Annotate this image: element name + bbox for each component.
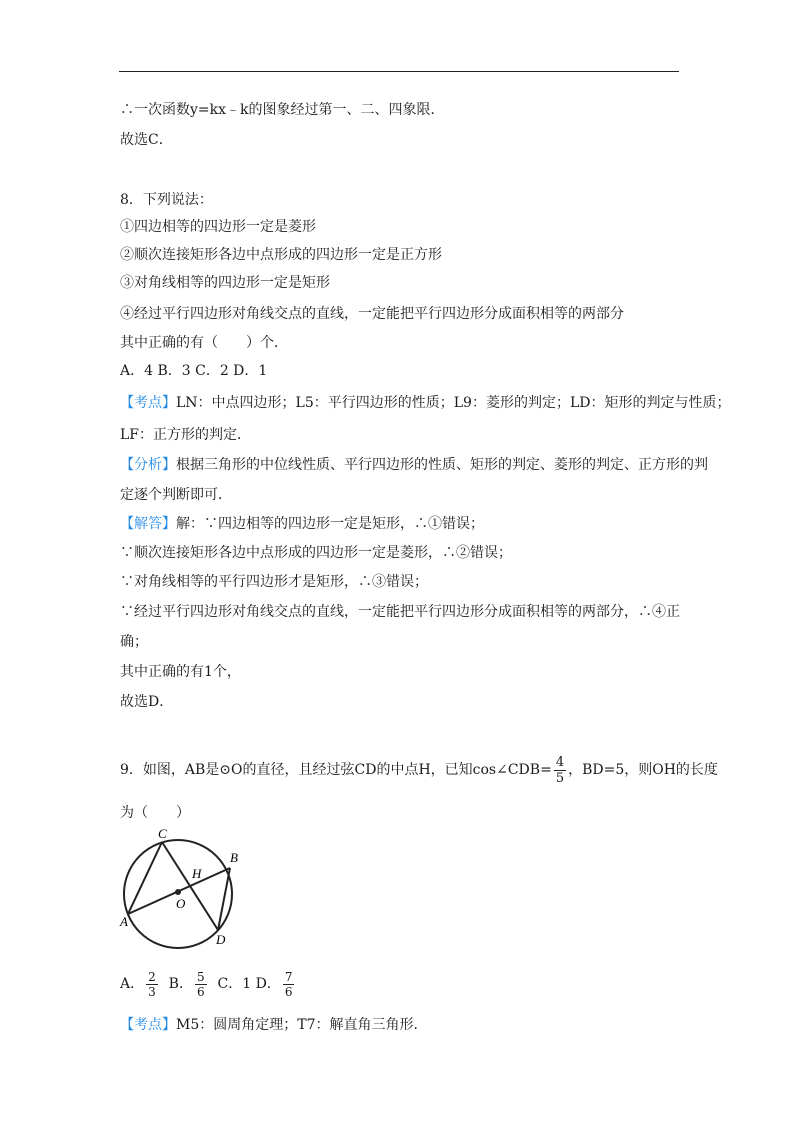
solution-line: 故选D． xyxy=(120,694,174,710)
fraction-denominator: 3 xyxy=(148,984,156,999)
solution-line: ∵经过平行四边形对角线交点的直线，一定能把平行四边形分成面积相等的两部分，∴④正 xyxy=(120,604,680,620)
q8-fenxi-cont: 定逐个判断即可． xyxy=(120,487,232,503)
jieda-text: 解：∵四边相等的四边形一定是矩形，∴①错误； xyxy=(176,516,484,532)
fenxi-tag: 【分析】 xyxy=(120,457,176,473)
question-9-stem xyxy=(120,752,718,788)
q8-kaodian xyxy=(120,393,730,413)
fenxi-text: 根据三角形的中位线性质、平行四边形的性质、矩形的判定、菱形的判定、正方形的判 xyxy=(176,457,708,473)
q9-stem-line2: 为（ ） xyxy=(120,805,190,821)
q8-kaodian-cont: LF：正方形的判定． xyxy=(120,427,252,443)
option-b-fraction xyxy=(195,970,207,999)
fraction-numerator: 4 xyxy=(555,754,565,770)
label-b: B xyxy=(230,850,238,865)
option-a-fraction xyxy=(146,970,158,999)
label-c: C xyxy=(158,826,167,841)
kaodian-text: LN：中点四边形；L5：平行四边形的性质；L9：菱形的判定；LD：矩形的判定与性质； xyxy=(176,395,731,411)
solution-line: ∵顺次连接矩形各边中点形成的四边形一定是菱形，∴②错误； xyxy=(120,545,512,561)
question-8-stem: 8．下列说法： xyxy=(120,192,213,208)
label-h: H xyxy=(192,866,202,881)
q8-fenxi xyxy=(120,455,708,475)
q8-item-3: ③对角线相等的四边形一定是矩形 xyxy=(120,275,330,291)
q8-item-1: ①四边相等的四边形一定是菱形 xyxy=(120,219,316,235)
fraction-numerator: 7 xyxy=(284,969,293,984)
q9-kaodian xyxy=(120,1015,428,1035)
label-o: O xyxy=(176,896,186,911)
label-d: D xyxy=(216,932,226,947)
cos-fraction xyxy=(554,755,566,786)
kaodian-text: M5：圆周角定理；T7：解直角三角形． xyxy=(176,1017,428,1033)
header-rule xyxy=(119,71,679,72)
q8-options: A．4 B．3 C．2 D．1 xyxy=(120,363,268,379)
fraction-numerator: 2 xyxy=(148,969,156,984)
q8-item-2: ②顺次连接矩形各边中点形成的四边形一定是正方形 xyxy=(120,247,442,263)
fraction-denominator: 6 xyxy=(196,984,205,999)
chord-ac xyxy=(128,842,162,914)
fraction-numerator: 5 xyxy=(196,969,205,984)
text-line: ∴一次函数y=kx﹣k的图象经过第一、二、四象限． xyxy=(120,102,445,118)
q9-stem-before: 9．如图，AB是⊙O的直径，且经过弦CD的中点H，已知cos∠CDB= xyxy=(120,762,552,778)
q8-jieda xyxy=(120,514,484,534)
fraction-denominator: 5 xyxy=(555,770,565,786)
q9-options xyxy=(120,966,296,1002)
chord-cd xyxy=(162,842,218,930)
solution-line: 其中正确的有1个， xyxy=(120,664,241,680)
q8-ask: 其中正确的有（ ）个． xyxy=(120,335,288,351)
option-b-label: B． xyxy=(168,976,193,992)
kaodian-tag: 【考点】 xyxy=(120,395,176,411)
solution-line: ∵对角线相等的平行四边形才是矩形，∴③错误； xyxy=(120,574,428,590)
q8-item-4: ④经过平行四边形对角线交点的直线，一定能把平行四边形分成面积相等的两部分 xyxy=(120,306,624,322)
fraction-denominator: 6 xyxy=(284,984,293,999)
option-cd-label: C．1 D． xyxy=(217,976,281,992)
kaodian-tag: 【考点】 xyxy=(120,1017,176,1033)
option-a-label: A． xyxy=(120,976,145,992)
label-a: A xyxy=(120,914,128,929)
jieda-tag: 【解答】 xyxy=(120,516,176,532)
solution-line: 确； xyxy=(120,634,148,650)
circle-figure xyxy=(118,826,242,950)
center-point xyxy=(175,889,181,895)
q9-stem-after: ，BD=5，则OH的长度 xyxy=(568,762,718,778)
option-d-fraction xyxy=(283,970,295,999)
text-line: 故选C． xyxy=(120,132,173,148)
